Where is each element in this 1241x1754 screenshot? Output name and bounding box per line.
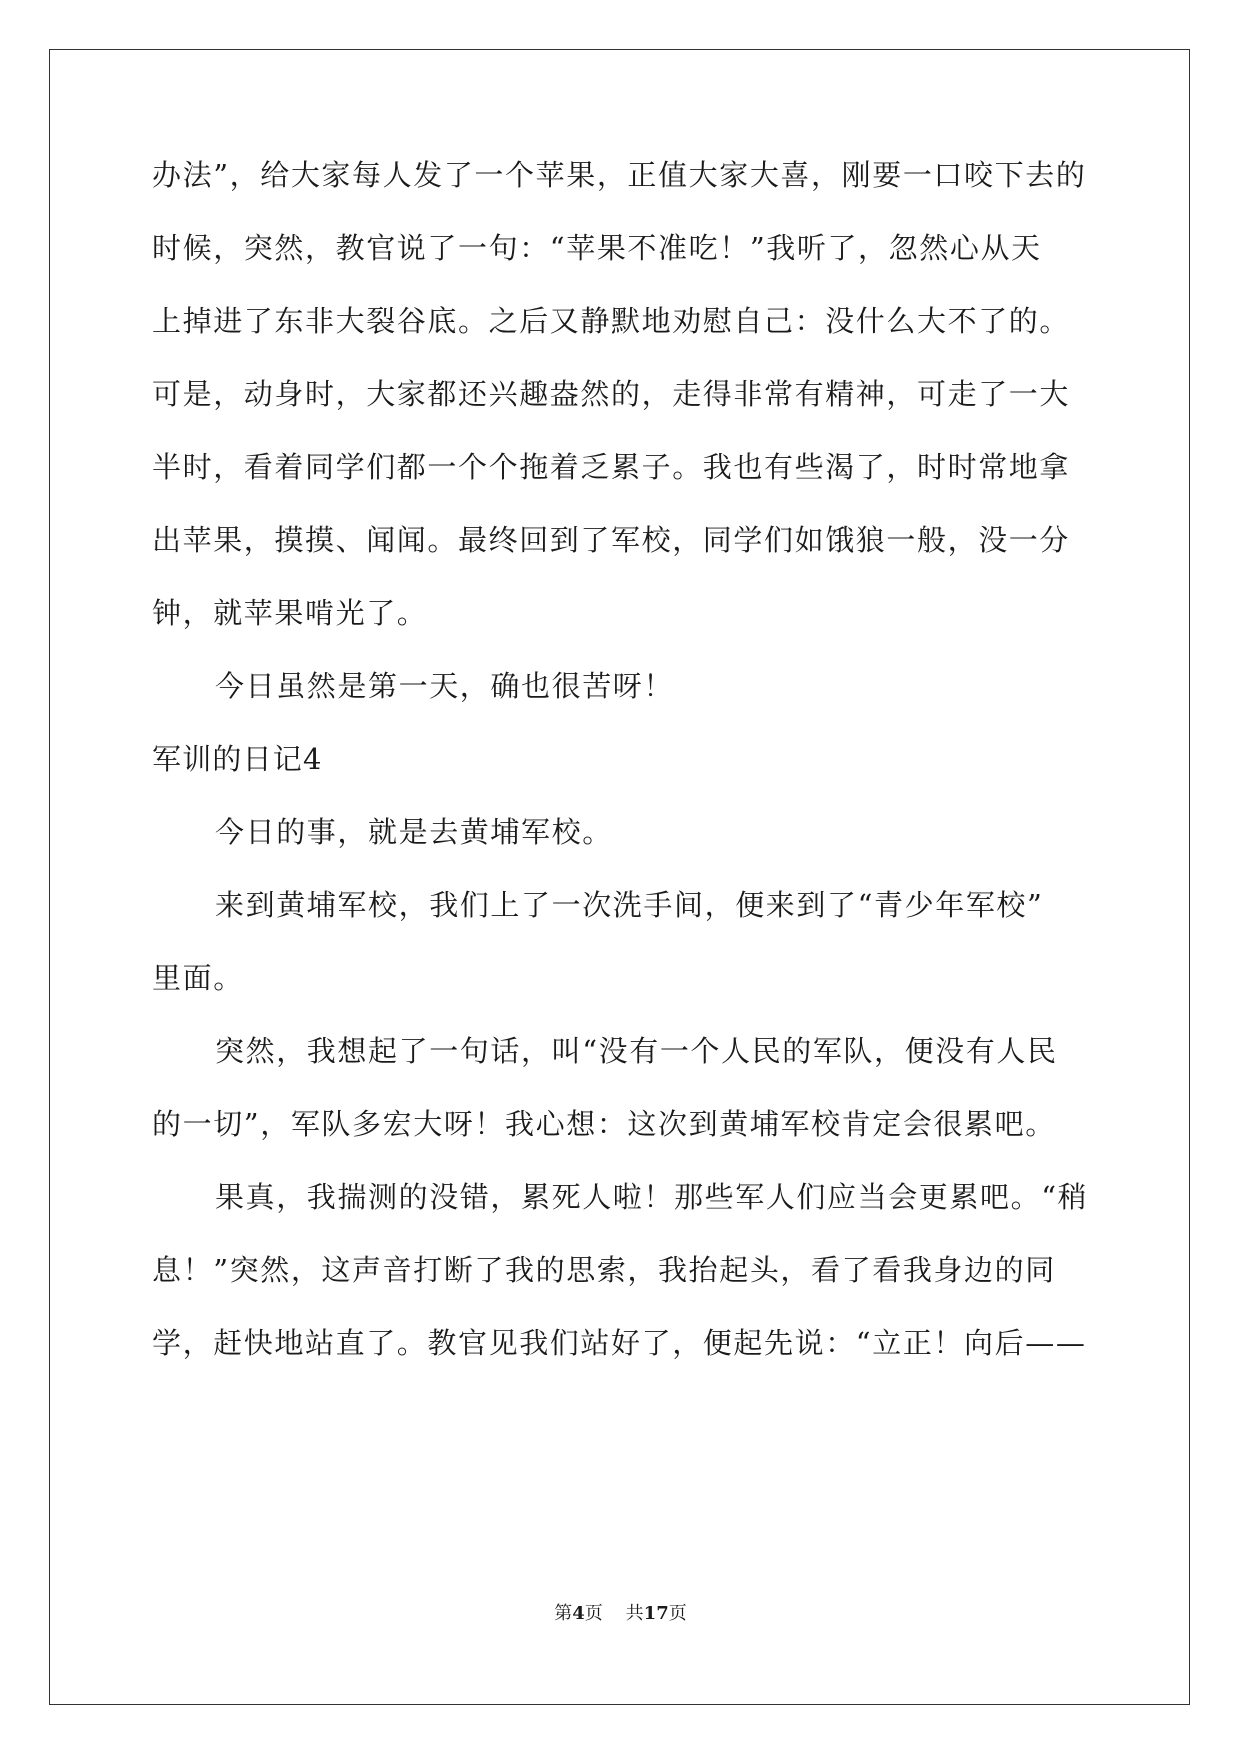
text-line: 的一切”，军队多宏大呀！我心想：这次到黄埔军校肯定会很累吧。 [152, 1107, 1056, 1141]
text-line: 半时，看着同学们都一个个拖着乏累子。我也有些渴了，时时常地拿 [152, 450, 1071, 484]
text-line: 出苹果，摸摸、闻闻。最终回到了军校，同学们如饿狼一般，没一分 [152, 523, 1071, 557]
footer-total-pages: 17 [643, 1603, 669, 1624]
text-line: 果真，我揣测的没错，累死人啦！那些军人们应当会更累吧。“稍 [215, 1180, 1089, 1214]
text-line: 钟，就苹果啃光了。 [152, 596, 428, 630]
footer-page-number: 4 [572, 1603, 585, 1624]
text-line: 学，赶快地站直了。教官见我们站好了，便起先说：“立正！向后—— [152, 1326, 1087, 1360]
text-line: 上掉进了东非大裂谷底。之后又静默地劝慰自己：没什么大不了的。 [152, 304, 1071, 338]
text-line: 今日虽然是第一天，确也很苦呀！ [215, 669, 675, 703]
section-heading: 军训的日记4 [152, 742, 323, 776]
text-line: 来到黄埔军校，我们上了一次洗手间，便来到了“青少年军校” [215, 888, 1044, 922]
footer-total-prefix: 共 [625, 1603, 644, 1624]
text-line: 办法”，给大家每人发了一个苹果，正值大家大喜，刚要一口咬下去的 [152, 158, 1087, 192]
text-line: 突然，我想起了一句话，叫“没有一个人民的军队，便没有人民 [215, 1034, 1058, 1068]
text-line: 里面。 [152, 961, 244, 995]
text-line: 息！”突然，这声音打断了我的思索，我抬起头，看了看我身边的同 [152, 1253, 1056, 1287]
text-line: 可是，动身时，大家都还兴趣盎然的，走得非常有精神，可走了一大 [152, 377, 1071, 411]
footer-total-suffix: 页 [668, 1603, 687, 1624]
text-line: 时候，突然，教官说了一句：“苹果不准吃！”我听了，忽然心从天 [152, 231, 1042, 265]
page-footer [0, 1602, 1241, 1626]
text-line: 今日的事，就是去黄埔军校。 [215, 815, 613, 849]
footer-page-suffix: 页 [584, 1603, 603, 1624]
footer-page-prefix: 第 [554, 1603, 573, 1624]
page-border [49, 49, 1190, 1705]
